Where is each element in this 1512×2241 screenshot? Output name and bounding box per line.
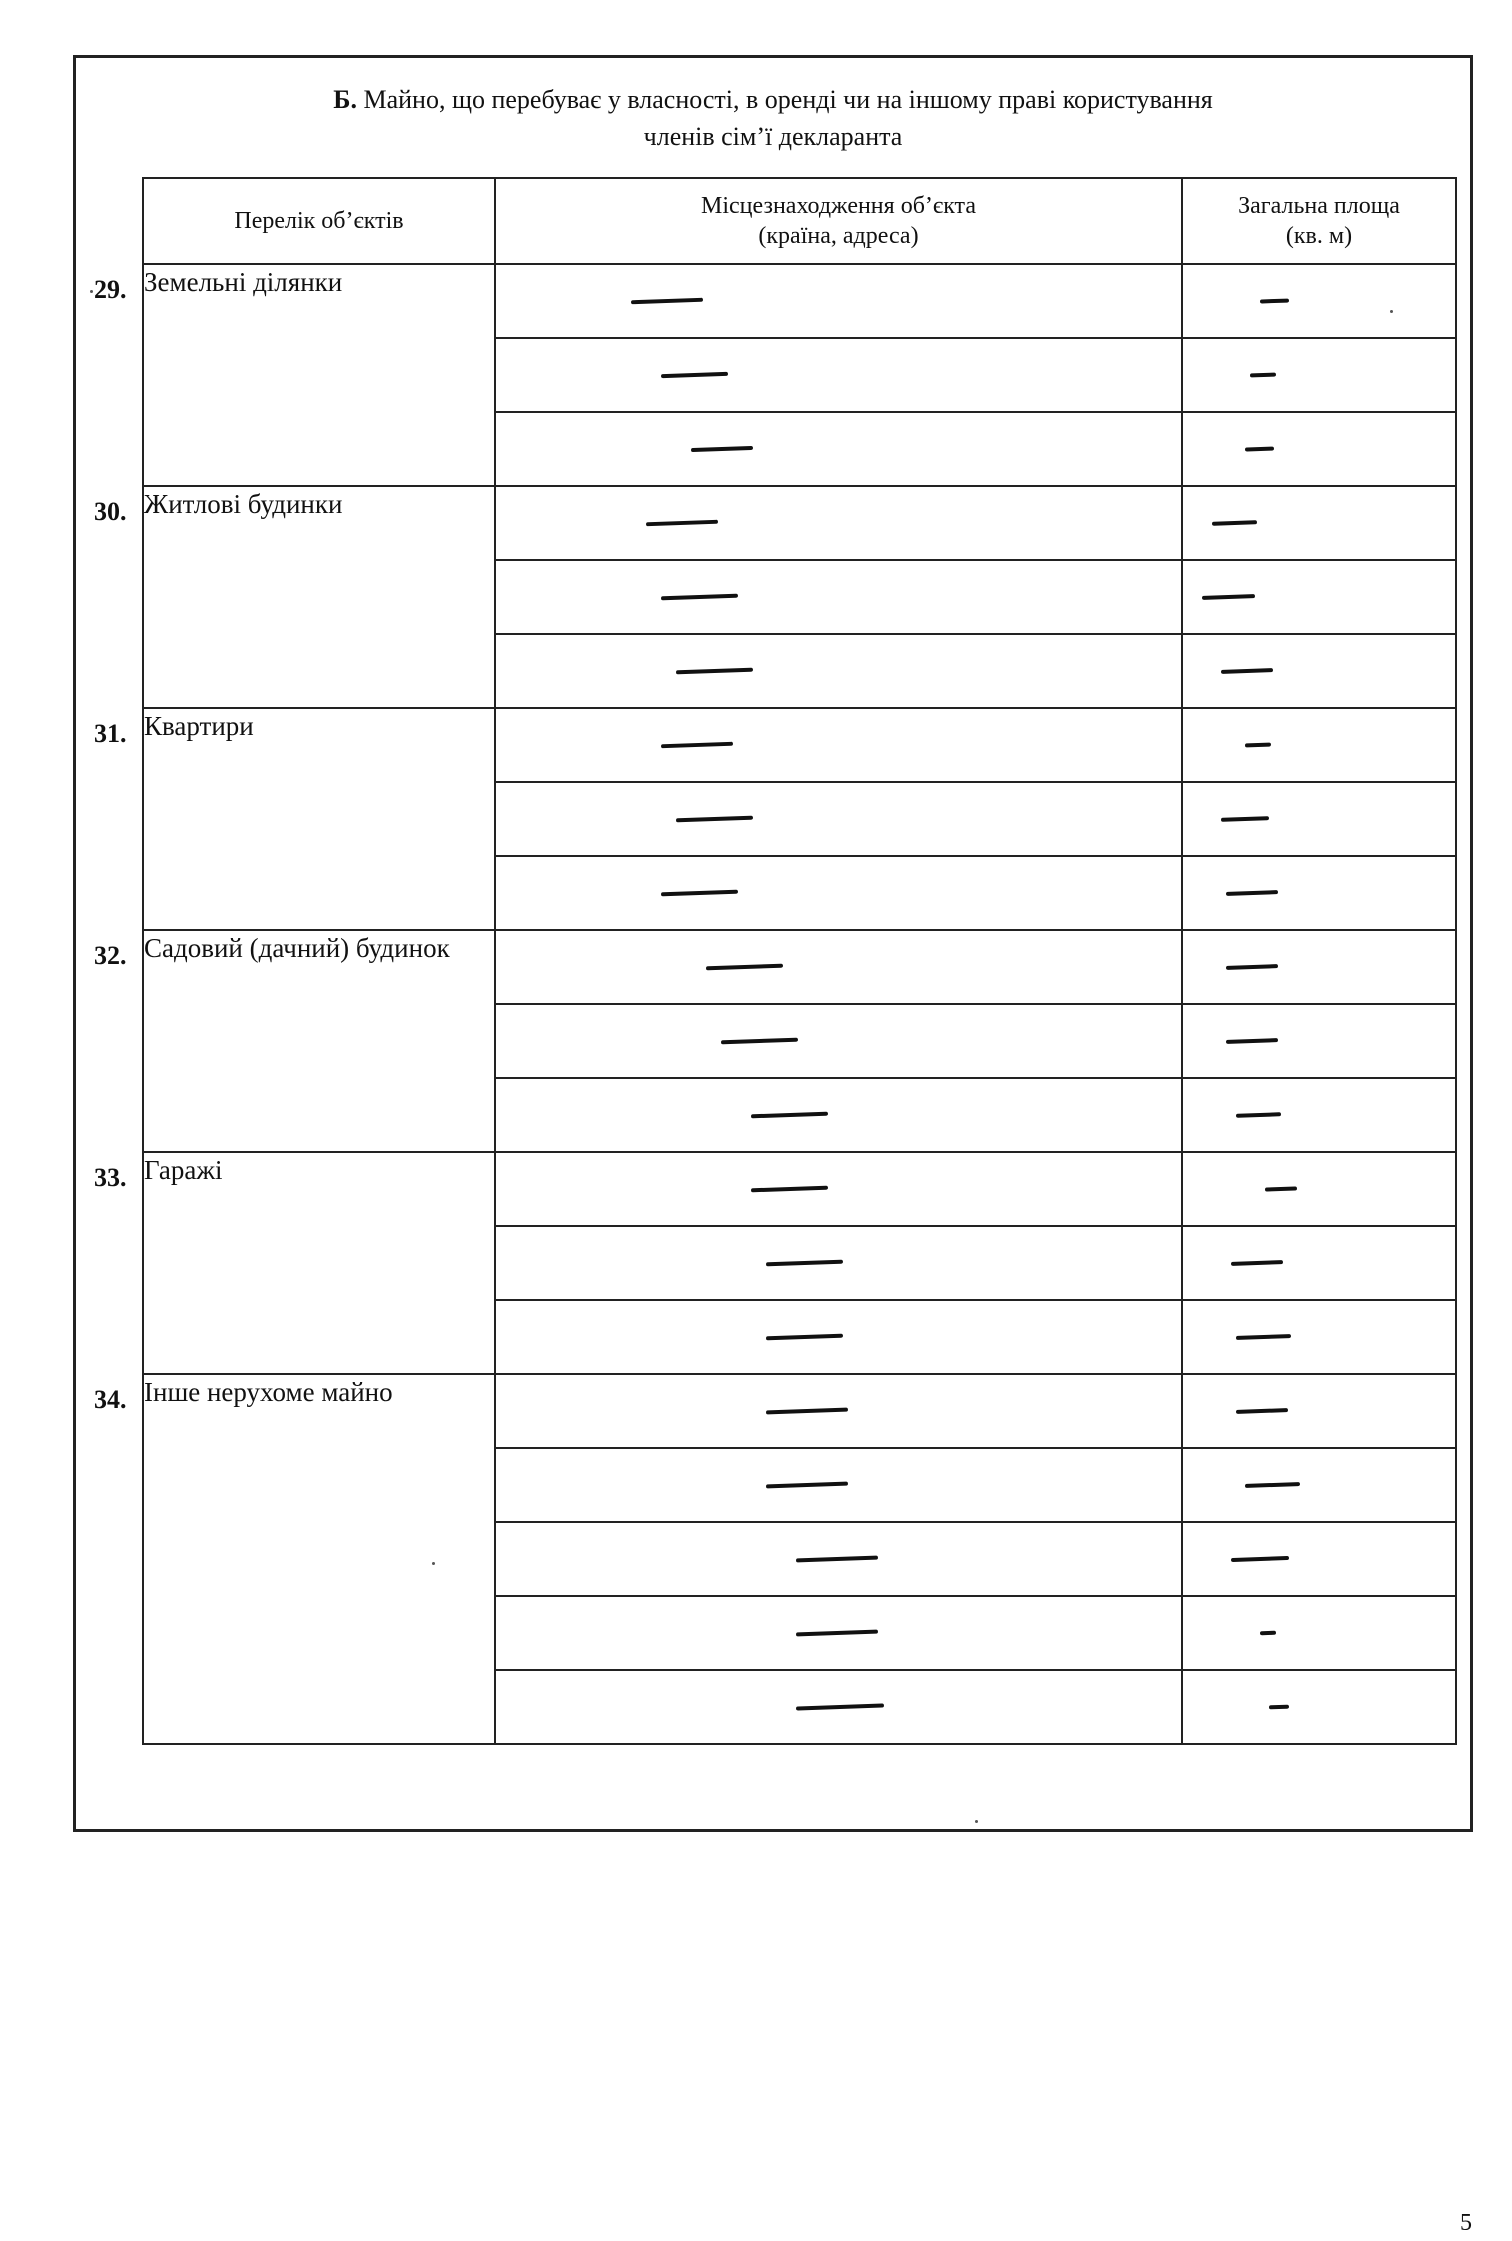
handwritten-dash — [1245, 743, 1271, 748]
location-cell — [495, 1300, 1182, 1374]
handwritten-dash — [661, 890, 738, 897]
table-row — [143, 264, 1456, 338]
handwritten-dash — [1245, 446, 1274, 451]
table-row — [143, 708, 1456, 782]
handwritten-dash — [631, 298, 703, 305]
handwritten-dash — [1236, 1112, 1281, 1118]
handwritten-dash — [1265, 1186, 1298, 1191]
handwritten-dash — [1226, 890, 1278, 896]
area-cell — [1182, 1152, 1456, 1226]
category-label: Земельні ділянки — [143, 264, 495, 486]
area-cell — [1182, 634, 1456, 708]
location-cell — [495, 338, 1182, 412]
area-cell — [1182, 338, 1456, 412]
handwritten-dash — [1260, 298, 1289, 303]
table-header-row — [143, 178, 1456, 264]
handwritten-dash — [646, 520, 718, 527]
handwritten-dash — [1212, 520, 1257, 526]
location-cell — [495, 264, 1182, 338]
area-cell — [1182, 1004, 1456, 1078]
category-label: Інше нерухоме майно — [143, 1374, 495, 1744]
handwritten-dash — [1221, 816, 1270, 822]
section-title-line1: Майно, що перебуває у власності, в оренді чи на іншому праві користування — [363, 85, 1213, 114]
handwritten-dash — [661, 742, 733, 749]
handwritten-dash — [751, 1112, 828, 1119]
page-number: 5 — [1460, 2210, 1472, 2236]
area-cell — [1182, 782, 1456, 856]
handwritten-dash — [1221, 668, 1273, 674]
area-cell — [1182, 930, 1456, 1004]
location-cell — [495, 856, 1182, 930]
area-cell — [1182, 856, 1456, 930]
location-cell — [495, 782, 1182, 856]
area-cell — [1182, 1226, 1456, 1300]
area-cell — [1182, 1448, 1456, 1522]
category-number: 31. — [94, 719, 127, 748]
location-cell — [495, 1670, 1182, 1744]
area-cell — [1182, 1522, 1456, 1596]
area-cell — [1182, 560, 1456, 634]
location-cell — [495, 1078, 1182, 1152]
area-cell — [1182, 1300, 1456, 1374]
header-location: Місцезнаходження об’єкта (країна, адреса) — [495, 178, 1182, 264]
scan-speck — [975, 1820, 978, 1823]
location-cell — [495, 1522, 1182, 1596]
category-number: 30. — [94, 497, 127, 526]
section-title-prefix: Б. — [333, 85, 357, 114]
area-cell — [1182, 1670, 1456, 1744]
location-cell — [495, 560, 1182, 634]
table-row — [143, 486, 1456, 560]
section-title — [76, 81, 1470, 155]
handwritten-dash — [1202, 594, 1255, 600]
table-row — [143, 1374, 1456, 1448]
handwritten-dash — [706, 964, 783, 971]
section-title-line2: членів сім’ї декларанта — [643, 122, 903, 151]
location-cell — [495, 1596, 1182, 1670]
header-objects: Перелік об’єктів — [143, 178, 495, 264]
handwritten-dash — [1250, 373, 1276, 378]
location-cell — [495, 1374, 1182, 1448]
document-frame — [73, 55, 1473, 1832]
area-cell — [1182, 1374, 1456, 1448]
handwritten-dash — [661, 594, 738, 601]
area-cell — [1182, 412, 1456, 486]
area-cell — [1182, 708, 1456, 782]
handwritten-dash — [796, 1630, 878, 1637]
handwritten-dash — [766, 1408, 848, 1415]
handwritten-dash — [1231, 1556, 1289, 1562]
category-number: 32. — [94, 941, 127, 970]
header-area: Загальна площа (кв. м) — [1182, 178, 1456, 264]
handwritten-dash — [721, 1038, 798, 1045]
location-cell — [495, 486, 1182, 560]
handwritten-dash — [1231, 1260, 1283, 1266]
category-number: 34. — [94, 1385, 127, 1414]
handwritten-dash — [766, 1334, 843, 1341]
handwritten-dash — [1269, 1705, 1289, 1710]
scan-speck — [1390, 310, 1393, 313]
scan-speck — [90, 290, 93, 293]
handwritten-dash — [1236, 1408, 1288, 1414]
category-number: 33. — [94, 1163, 127, 1192]
handwritten-dash — [1260, 1631, 1277, 1636]
handwritten-dash — [796, 1556, 878, 1563]
category-number: 29. — [94, 275, 127, 304]
area-cell — [1182, 486, 1456, 560]
location-cell — [495, 412, 1182, 486]
location-cell — [495, 1004, 1182, 1078]
handwritten-dash — [1226, 964, 1278, 970]
handwritten-dash — [1236, 1334, 1291, 1340]
table-row — [143, 1152, 1456, 1226]
location-cell — [495, 930, 1182, 1004]
handwritten-dash — [1245, 1482, 1300, 1488]
category-label: Садовий (дачний) будинок — [143, 930, 495, 1152]
handwritten-dash — [661, 372, 728, 378]
area-cell — [1182, 264, 1456, 338]
handwritten-dash — [766, 1260, 843, 1267]
handwritten-dash — [676, 816, 753, 823]
category-label: Житлові будинки — [143, 486, 495, 708]
category-label: Гаражі — [143, 1152, 495, 1374]
handwritten-dash — [1226, 1038, 1278, 1044]
property-table — [142, 177, 1457, 1745]
location-cell — [495, 1152, 1182, 1226]
location-cell — [495, 1448, 1182, 1522]
handwritten-dash — [766, 1482, 848, 1489]
location-cell — [495, 1226, 1182, 1300]
category-label: Квартири — [143, 708, 495, 930]
handwritten-dash — [751, 1186, 828, 1193]
area-cell — [1182, 1596, 1456, 1670]
scan-speck — [432, 1562, 435, 1565]
location-cell — [495, 708, 1182, 782]
table-row — [143, 930, 1456, 1004]
area-cell — [1182, 1078, 1456, 1152]
location-cell — [495, 634, 1182, 708]
handwritten-dash — [676, 668, 753, 675]
handwritten-dash — [691, 446, 753, 452]
table-body — [143, 264, 1456, 1744]
handwritten-dash — [796, 1703, 884, 1710]
